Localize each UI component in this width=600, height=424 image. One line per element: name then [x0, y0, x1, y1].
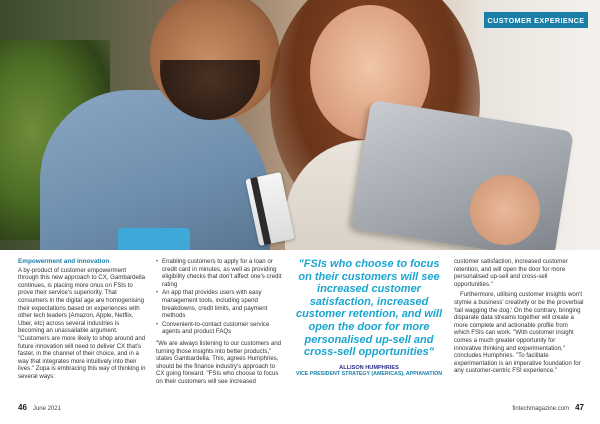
- pull-quote: [292, 258, 446, 378]
- quote-role: VICE PRESIDENT STRATEGY (AMERICAS), APPIANATION: [295, 371, 443, 378]
- column-2: [156, 258, 284, 389]
- body-paragraph: "We are always listening to our customers and turning those insights into better products," states Gambardella. This, agrees Humphries, should be the finance industry's approach to CX going forward. "FSIs who choose to focus on their customers will see increased: [156, 339, 281, 385]
- bullet-item: • An app that provides users with easy management tools, including spend breakdowns, credit limits, and payment methods: [156, 289, 284, 319]
- footer-left: [18, 403, 61, 412]
- bullet-item: • Convenient-to-contact customer service agents and product FAQs: [156, 321, 284, 336]
- column-1: [18, 258, 146, 384]
- body-paragraph: customer satisfaction, increased customer retention, and will open the door for more personalised up-sell and cross-sell opportunities.": [454, 258, 568, 288]
- page-number-left: 46: [18, 403, 27, 412]
- website-link[interactable]: fintechmagazine.com: [512, 406, 570, 412]
- quote-text: "FSIs who choose to focus on their customers will see increased customer satisfaction, increased customer retention, and will open the door for more personalised up-sell and cross-sell opportunities": [295, 258, 443, 359]
- issue-date: June 2021: [32, 406, 61, 412]
- section-heading: Empowerment and innovation: [18, 258, 110, 265]
- bullet-list: [156, 258, 284, 336]
- footer-right: [512, 403, 584, 412]
- bullet-item: • Enabling customers to apply for a loan or credit card in minutes, as well as providing eligibility checks that don't affect one's credit rating: [156, 258, 284, 288]
- hand-image: [470, 175, 540, 245]
- body-paragraph: A by-product of customer empowerment through this new approach to CX, Gambardella continues, is placing more onus on FSIs to prove their service's superiority. That consumers in the digital age are homogenising their expectations based on experiences with other tech leaders (Amazon, Apple, Netflix, Uber, etc) across several industries is becoming an unassailable argument. "Customers are more likely to shop around and future innovation will need to deliver CX that's faster, in the channel of their choice, and in a way that integrates more intuitively into their lives." Zopa is embracing this way of thinking in several ways:: [18, 266, 146, 380]
- mug-image: [118, 228, 190, 250]
- body-paragraph: Furthermore, utilising customer insights won't stymie a business' creativity or be the proverbial 'tail wagging the dog.' On the contrary, bringing disparate data streams together will create a more complete and actionable profile from which FSIs can work. "With customer insight comes a much greater opportunity for innovative thinking and experimentation," concludes Humphries. "To facilitate experimentation is an imperative foundation for any customer-centric FSI experience.": [454, 291, 584, 375]
- quote-author: ALLISON HUMPHRIES: [339, 364, 399, 371]
- column-4: [454, 258, 584, 378]
- tablet-image: [351, 100, 574, 250]
- page-number-right: 47: [575, 403, 584, 412]
- section-label: CUSTOMER EXPERIENCE: [484, 12, 588, 28]
